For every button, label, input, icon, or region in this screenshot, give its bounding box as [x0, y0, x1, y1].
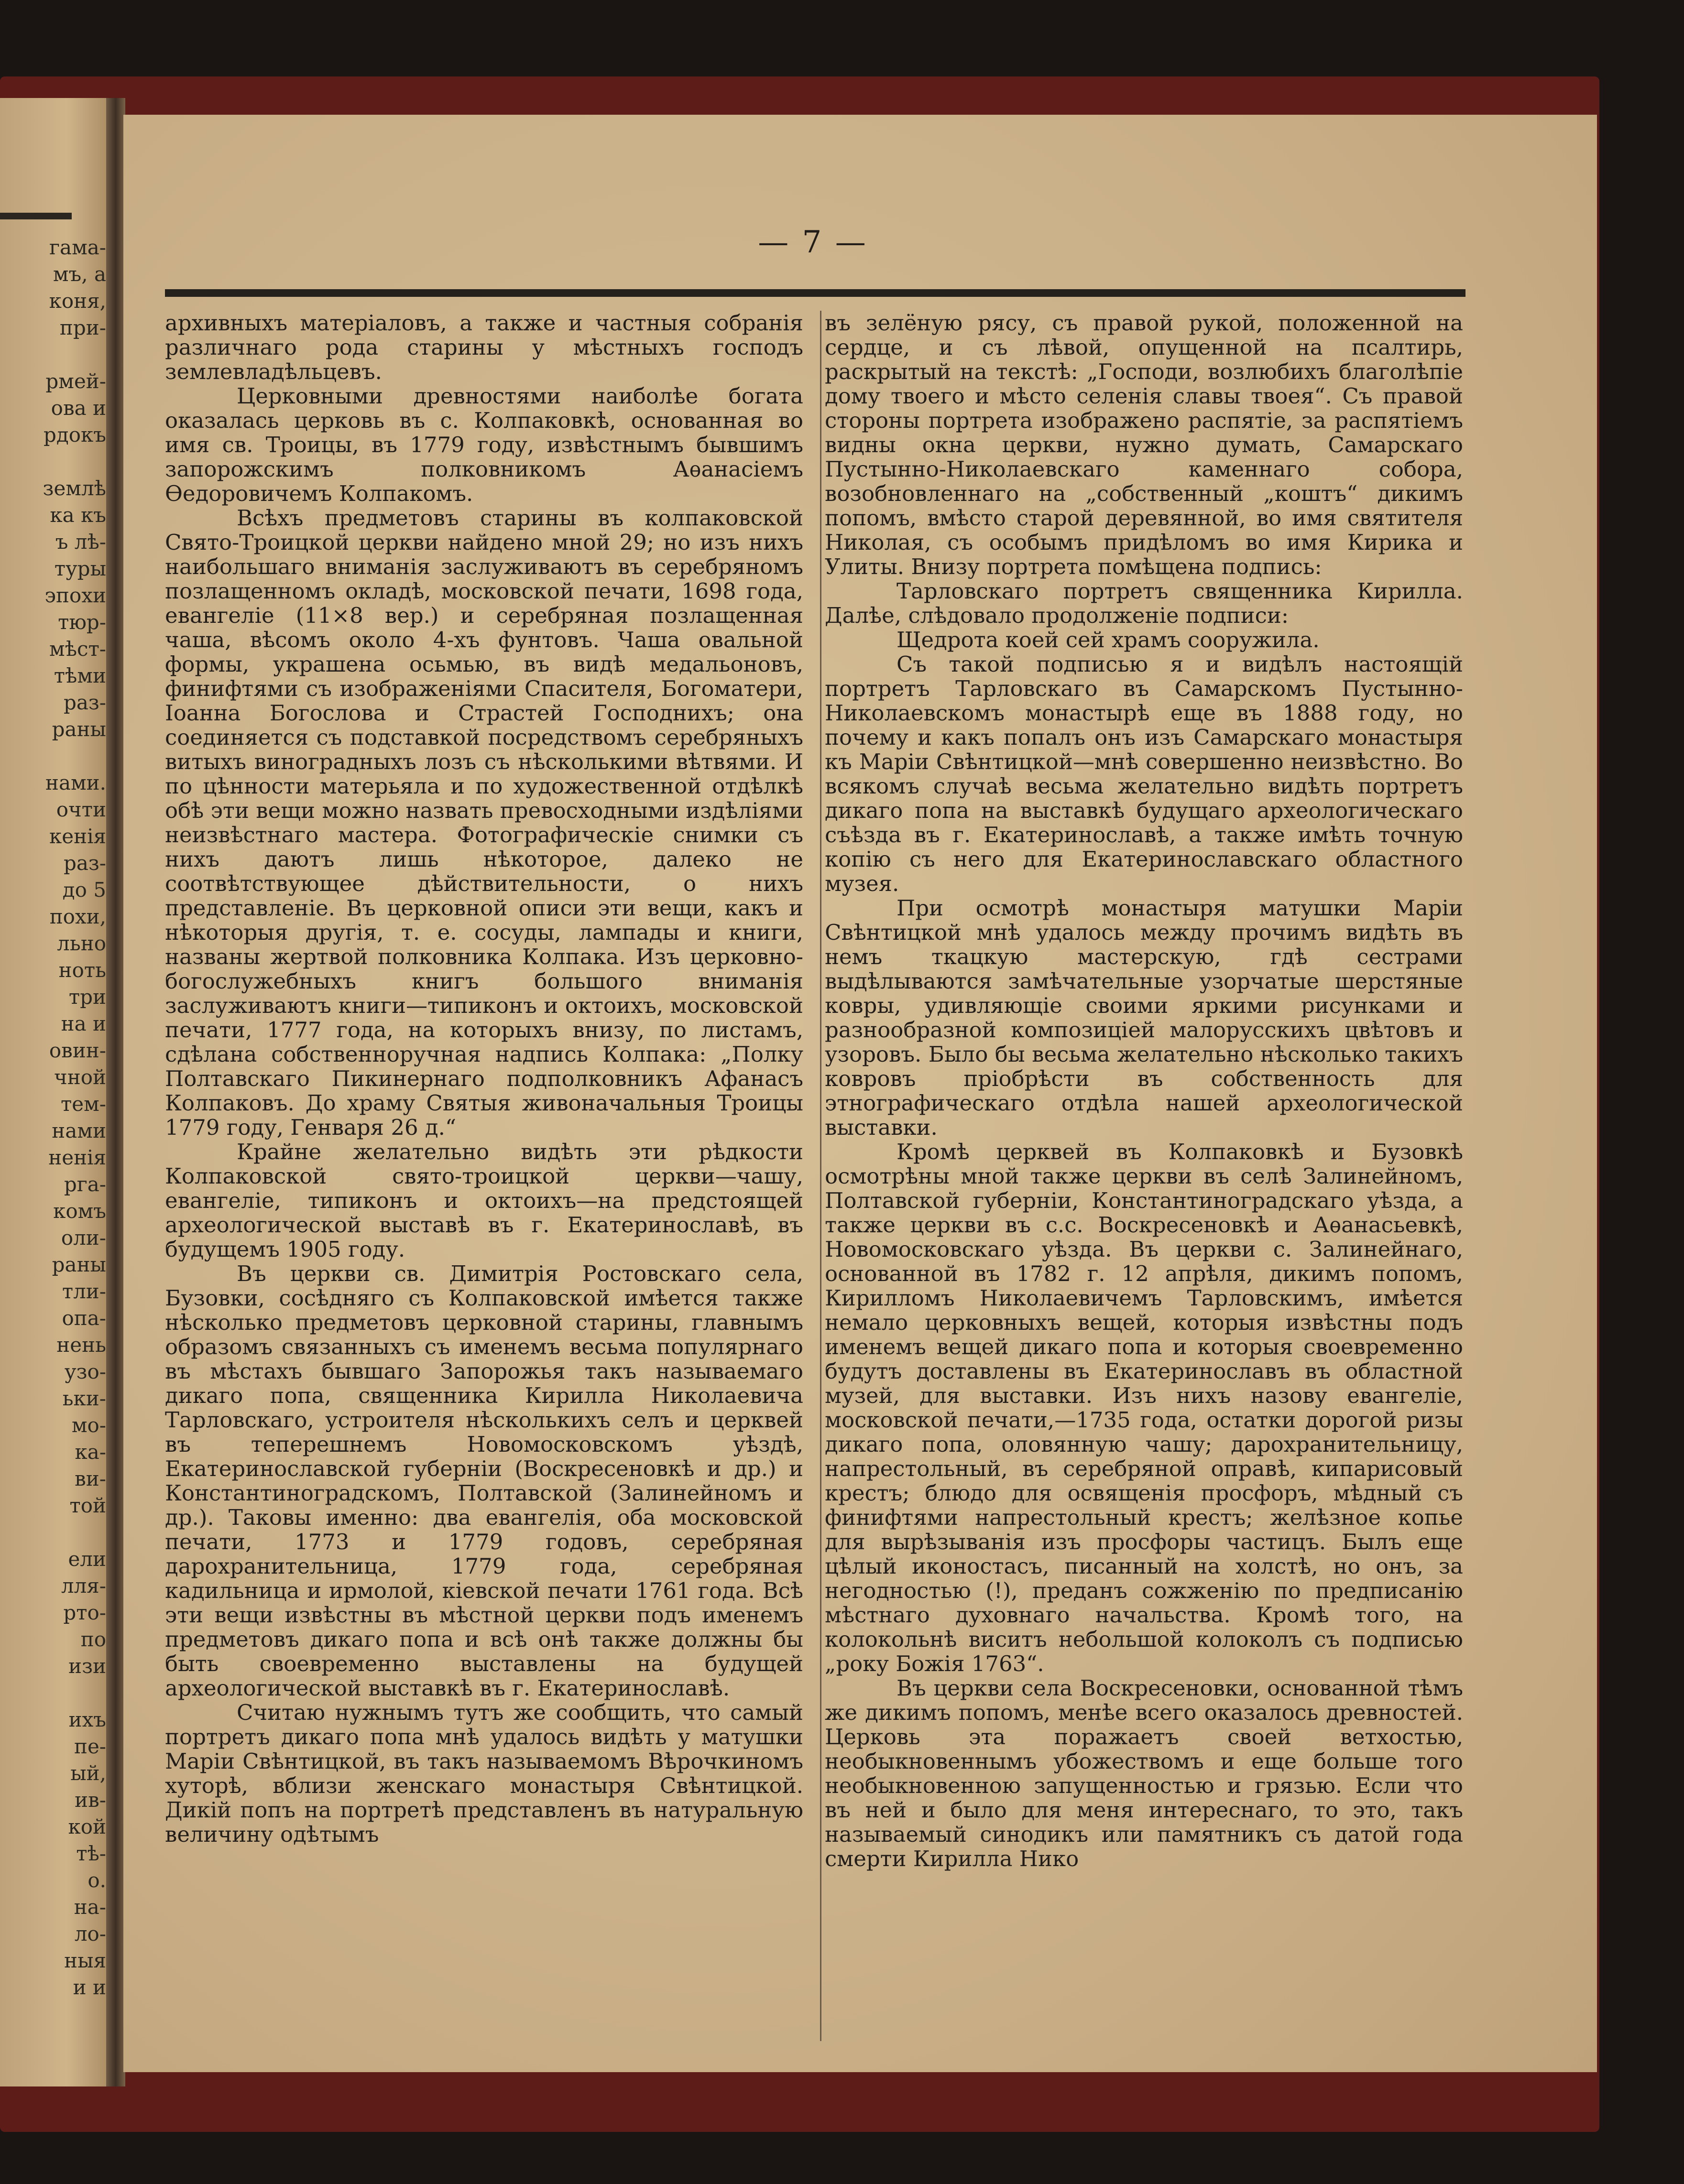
paragraph: Тарловскаго портретъ священника Кирилла. Далѣе, слѣдовало продолженіе подписи:	[825, 578, 1463, 628]
left-page-fragment: ка къ	[50, 503, 106, 527]
left-page-fragment: оли-	[61, 1226, 106, 1250]
column-divider	[820, 311, 821, 2041]
paragraph: Кромѣ церквей въ Колпаковкѣ и Бузовкѣ осмотрѣны мной также церкви въ селѣ Залинейномъ, Полтавской губерніи, Константиноградскаго уѣзда, а также церкви въ с.с. Воскресеновкѣ и Аѳанасьевкѣ, Новомосковскаго уѣзда. Въ церкви с. Залинейнаго, основанной въ 1782 г. 12 апрѣля, дикимъ попомъ, Кирилломъ Николаевичемъ Тарловскимъ, имѣется немало церковныхъ вещей, которыя извѣстны подъ именемъ вещей дикаго попа и которыя своевременно будутъ доставлены въ Екатеринославъ въ областной музей, для выставки. Изъ нихъ назову евангеліе, московской печати,—1735 года, остатки дорогой ризы дикаго попа, оловянную чашу; дарохранительницу, напрестольный, въ серебряной оправѣ, кипарисовый крестъ; блюдо для освященія просфоръ, мѣдный съ финифтями напрестольный крестъ; желѣзное копье для вырѣзыванія изъ просфоры частицъ. Былъ еще цѣлый иконостасъ, писанный на холстѣ, но онъ, за негодностью (!), преданъ сожженію по предписанію мѣстнаго духовнаго начальства. Кромѣ того, на колокольнѣ виситъ небольшой колоколъ съ подписью „року Божія 1763“.	[825, 1139, 1463, 1676]
left-page-fragment: кенія	[49, 825, 106, 848]
left-page-fragment: тем-	[61, 1092, 106, 1116]
left-page-rule	[0, 213, 72, 219]
left-page-fragment: лля-	[61, 1574, 106, 1597]
left-page-fragment: о.	[87, 1869, 106, 1892]
left-page-fragment: льно	[57, 932, 106, 955]
left-page-fragment: ви-	[75, 1467, 106, 1490]
paragraph: Считаю нужнымъ тутъ же сообщить, что самый портретъ дикаго попа мнѣ удалось видѣть у матушки Маріи Свѣнтицкой, въ такъ называемомъ Вѣрочкиномъ хуторѣ, вблизи женскаго монастыря Свѣнтицкой. Дикій попъ на портретѣ представленъ въ натуральную величину одѣтымъ	[165, 1700, 803, 1847]
paragraph: Съ такой подписью я и видѣлъ настоящій портретъ Тарловскаго въ Самарскомъ Пустынно-Николаевскомъ монастырѣ еще въ 1888 году, но почему и какъ попалъ онъ изъ Самарскаго монастыря къ Маріи Свѣнтицкой—мнѣ совершенно неизвѣстно. Во всякомъ случаѣ весьма желательно видѣть портретъ дикаго попа на выставкѣ будущаго археологическаго съѣзда въ г. Екатеринославѣ, а также имѣть точную копію съ него для Екатеринославскаго областного музея.	[825, 652, 1463, 896]
left-page-fragment: рдокъ	[43, 423, 106, 446]
left-page-edge	[0, 98, 111, 2086]
left-page-fragment: мо-	[71, 1413, 106, 1437]
paragraph: Въ церкви св. Димитрія Ростовскаго села, Бузовки, сосѣдняго съ Колпаковской имѣется также нѣсколько предметовъ церковной старины, главнымъ образомъ связанныхъ съ именемъ весьма популярнаго въ мѣстахъ бывшаго Запорожья такъ называемаго дикаго попа, священника Кирилла Николаевича Тарловскаго, устроителя нѣсколькихъ селъ и церквей въ теперешнемъ Новомосковскомъ уѣздѣ, Екатеринославской губерніи (Воскресеновкѣ и др.) и Константиноградскомъ, Полтавской (Залинейномъ и др.). Таковы именно: два евангелія, оба московской печати, 1773 и 1779 годовъ, серебряная дарохранительница, 1779 года, серебряная кадильница и ирмолой, кіевской печати 1761 года. Всѣ эти вещи извѣстны въ мѣстной церкви подъ именемъ предметовъ дикаго попа и всѣ онѣ также должны бы быть своевременно выставлены на будущей археологической выставкѣ въ г. Екатеринославѣ.	[165, 1261, 803, 1701]
left-page-fragment: до 5	[62, 878, 106, 902]
right-text-column	[825, 311, 1463, 2041]
left-page-fragment: нами.	[45, 771, 106, 794]
left-page-fragment: изи	[68, 1654, 106, 1678]
left-page-fragment: ова и	[51, 396, 106, 420]
left-page-fragment: комъ	[53, 1199, 106, 1223]
left-page-fragment: рто-	[63, 1601, 106, 1624]
left-page-fragment: на-	[74, 1895, 106, 1919]
paragraph: Щедрота коей сей храмъ сооружила.	[897, 627, 1320, 652]
left-page-fragment: раны	[52, 1253, 106, 1276]
left-page-fragment: ив-	[75, 1788, 106, 1812]
left-page-fragment: ло-	[74, 1922, 106, 1945]
left-page-fragment: опа-	[62, 1306, 106, 1330]
left-page-fragment: три	[68, 985, 106, 1009]
left-page-fragment: мъ, а	[53, 262, 106, 286]
left-page-fragment: очти	[56, 798, 106, 821]
left-page-fragment: раз-	[63, 851, 106, 875]
left-page-fragment: нень	[56, 1333, 106, 1357]
paragraph: въ зелёную рясу, съ правой рукой, положенной на сердце, и съ лѣвой, опущенной на псалтирь, раскрытый на текстѣ: „Господи, возлюбихъ благолѣпіе дому твоего и мѣсто селенія славы твоея“. Съ правой стороны портрета изображено распятіе, за распятіемъ видны окна церкви, нужно думать, Самарскаго Пустынно-Николаевскаго каменнаго собора, возобновленнаго на „собственный „коштъ“ дикимъ попомъ, вмѣсто старой деревянной, во имя святителя Николая, съ особымъ придѣломъ во имя Кирика и Улиты. Внизу портрета помѣщена подпись:	[825, 311, 1463, 579]
header-rule	[165, 289, 1465, 297]
paragraph: Церковными древностями наиболѣе богата оказалась церковь въ с. Колпаковкѣ, основанная во имя св. Троицы, въ 1779 году, извѣстнымъ бывшимъ запорожскимъ полковникомъ Аѳанасіемъ Ѳедоровичемъ Колпакомъ.	[165, 383, 803, 506]
left-page-fragment: раны	[52, 717, 106, 741]
left-page-fragment: тюр-	[58, 610, 106, 634]
left-page-fragment: и и	[73, 1976, 106, 1999]
left-page-fragment: коня,	[49, 289, 106, 313]
left-page-fragment: тѣми	[54, 664, 106, 687]
left-page-fragment: рга-	[64, 1173, 106, 1196]
left-page-fragment: ели	[68, 1547, 106, 1571]
page-number: — 7 —	[758, 225, 868, 260]
left-page-fragment: похи,	[49, 905, 106, 928]
left-page-fragment: туры	[54, 557, 106, 580]
left-page-fragment: раз-	[63, 691, 106, 714]
paragraph: При осмотрѣ монастыря матушки Маріи Свѣнтицкой мнѣ удалось между прочимъ видѣть въ немъ ткацкую мастерскую, гдѣ сестрами выдѣлываются замѣчательные узорчатые шерстяные ковры, удивляющіе своими яркими рисунками и разнообразной композиціей малорусскихъ цвѣтовъ и узоровъ. Было бы весьма желательно нѣсколько такихъ ковровъ пріобрѣсти въ собственность для этнографическаго отдѣла нашей археологической выставки.	[825, 895, 1463, 1140]
left-page-fragment: чной	[54, 1065, 106, 1089]
left-page-fragment: гама-	[49, 236, 106, 259]
left-text-column	[165, 311, 803, 2041]
left-page-fragment: землѣ	[43, 477, 106, 500]
left-page-fragment: ноть	[58, 958, 106, 982]
left-page-fragment: по	[80, 1628, 106, 1651]
left-page-fragment: ненія	[48, 1146, 106, 1169]
left-page-fragment: той	[69, 1494, 106, 1517]
left-page-fragment: ка-	[75, 1440, 106, 1464]
left-page-fragment: нами	[52, 1119, 106, 1142]
paragraph: Всѣхъ предметовъ старины въ колпаковской Свято-Троицкой церкви найдено мной 29; но изъ нихъ наибольшаго вниманія заслуживаютъ въ серебряномъ позлащенномъ окладѣ, московской печати, 1698 года, евангеліе (11×8 вер.) и серебряная позлащенная чаша, вѣсомъ около 4-хъ фунтовъ. Чаша овальной формы, украшена осьмью, въ видѣ медальоновъ, финифтями съ изображеніями Спасителя, Богоматери, Іоанна Богослова и Страстей Господнихъ; она соединяется съ подставкой посредствомъ серебряныхъ витыхъ виноградныхъ лозъ съ нѣсколькими вѣтвями. И по цѣнности матерьяла и по художественной отдѣлкѣ обѣ эти вещи можно назвать превосходными издѣліями неизвѣстнаго мастера. Фотографическіе снимки съ нихъ даютъ лишь нѣкоторое, далеко не соотвѣтствующее дѣйствительности, о нихъ представленіе. Въ церковной описи эти вещи, какъ и нѣкоторыя другія, т. е. сосуды, лампады и книги, названы жертвой полковника Колпака. Изъ церковно-богослужебныхъ книгъ большого вниманія заслуживаютъ книги—типиконъ и октоихъ, московской печати, 1777 года, на которыхъ внизу, по листамъ, сдѣлана собственноручная надпись Колпака: „Полку Полтавскаго Пикинернаго подполковникъ Афанасъ Колпаковъ. До храму Святыя живоначальныя Троицы 1779 году, Генваря 26 д.“	[165, 505, 803, 1140]
paragraph: Крайне желательно видѣть эти рѣдкости Колпаковской свято-троицкой церкви—чашу, евангеліе, типиконъ и октоихъ—на предстоящей археологической выставѣ въ г. Екатеринославѣ, въ будущемъ 1905 году.	[165, 1139, 803, 1262]
paragraph: архивныхъ матеріаловъ, а также и частныя собранія различнаго рода старины у мѣстныхъ господъ землевладѣльцевъ.	[165, 311, 803, 384]
left-page-fragment: ныя	[64, 1949, 106, 1972]
left-page-fragment: мѣст-	[49, 637, 106, 661]
left-page-fragment: тли-	[62, 1280, 106, 1303]
left-page-fragment: кой	[68, 1815, 106, 1838]
left-page-fragment: при-	[59, 316, 106, 339]
left-page-fragment: овин-	[49, 1039, 106, 1062]
left-page-fragment: ый,	[70, 1761, 106, 1785]
left-page-fragment: на и	[61, 1012, 106, 1035]
left-page-fragment: ъ лѣ-	[55, 530, 106, 554]
left-page-fragment: эпохи	[44, 584, 106, 607]
left-page-fragment: узо-	[64, 1360, 106, 1383]
paragraph: Въ церкви села Воскресеновки, основанной тѣмъ же дикимъ попомъ, менѣе всего оказалось древностей. Церковь эта поражаетъ своей ветхостью, необыкновеннымъ убожествомъ и еще больше того необыкновенною запущенностью и грязью. Если что въ ней и было для меня интереснаго, то это, такъ называемый синодикъ или памятникъ съ датой года смерти Кирилла Нико	[825, 1675, 1463, 1871]
left-page-fragment: рмей-	[45, 369, 106, 393]
left-page-fragment: тѣ-	[76, 1842, 106, 1865]
book-gutter	[106, 98, 125, 2086]
left-page-fragment: ихъ	[68, 1708, 106, 1731]
left-page-fragment: ьки-	[62, 1387, 106, 1410]
left-page-fragment: пе-	[74, 1735, 106, 1758]
